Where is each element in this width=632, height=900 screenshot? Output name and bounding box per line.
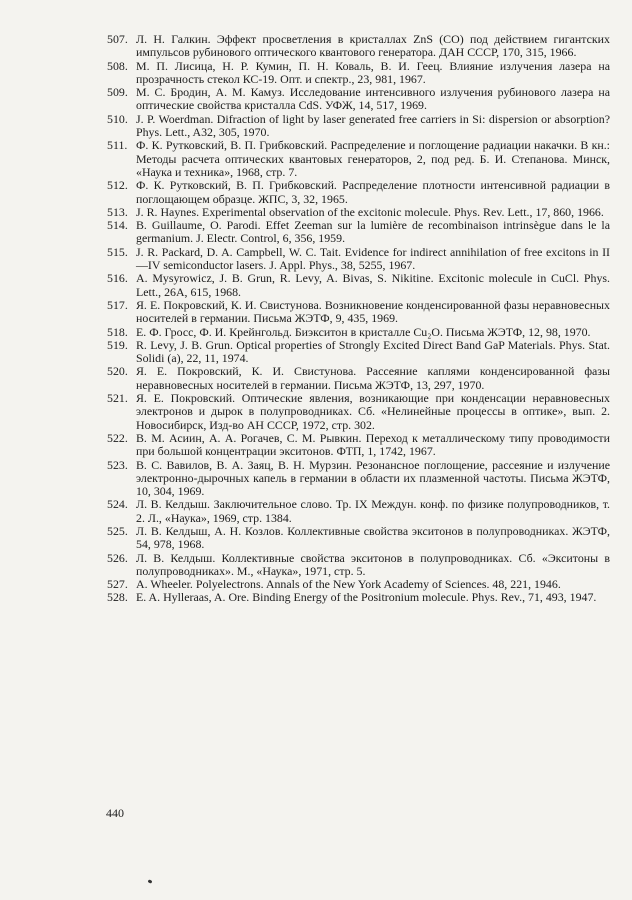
reference-text: J. P. Woerdman. Difraction of light by laser generated free carriers in Si: dispersion or absorption? Phys. Lett., A32, 305, 1970.	[136, 111, 610, 140]
reference-number: 522.	[107, 430, 128, 445]
reference-number: 510.	[107, 111, 128, 126]
reference-number: 511.	[107, 138, 128, 153]
reference-item	[107, 365, 610, 392]
reference-text: В. С. Вавилов, В. А. Заяц, В. Н. Мурзин. Резонансное поглощение, рассеяние и излучение электронно-дырочных капель в германии в области их плазменной частоты. Письма ЖЭТФ, 10, 304, 1969.	[136, 457, 610, 499]
reference-number: 514.	[107, 218, 128, 233]
reference-item	[107, 459, 610, 499]
reference-list	[107, 33, 610, 605]
reference-number: 508.	[107, 58, 128, 73]
reference-item	[107, 179, 610, 206]
reference-text: J. R. Haynes. Experimental observation of the excitonic molecule. Phys. Rev. Lett., 17, 860, 1966.	[136, 204, 604, 219]
reference-item	[107, 326, 610, 339]
reference-number: 524.	[107, 497, 128, 512]
ink-speck	[148, 879, 153, 883]
reference-number: 528.	[107, 590, 128, 605]
reference-number: 516.	[107, 271, 128, 286]
reference-item	[107, 246, 610, 273]
reference-item	[107, 432, 610, 459]
reference-text: В. М. Асиин, А. А. Рогачев, С. М. Рывкин. Переход к металлическому типу проводимости при большой концентрации экситонов. ФТП, 1, 1742, 1967.	[136, 430, 610, 459]
reference-item	[107, 272, 610, 299]
reference-item	[107, 113, 610, 140]
reference-item	[107, 60, 610, 87]
reference-item	[107, 299, 610, 326]
reference-item	[107, 498, 610, 525]
reference-item	[107, 552, 610, 579]
reference-item	[107, 339, 610, 366]
reference-number: 513.	[107, 204, 128, 219]
reference-text: Е. Ф. Гросс, Ф. И. Крейнгольд. Биэкситон в кристалле Cu₂O. Письма ЖЭТФ, 12, 98, 1970.	[136, 324, 591, 339]
reference-text: B. Guillaume, O. Parodi. Effet Zeeman sur la lumière de recombinaison intrinsègue dans le la germanium. J. Electr. Control, 6, 356, 1959.	[136, 218, 610, 246]
reference-text: Л. В. Келдыш. Коллективные свойства экситонов в полупроводниках. Сб. «Экситоны в полупроводниках». М., «Наука», 1971, стр. 5.	[136, 550, 610, 578]
reference-number: 519.	[107, 337, 128, 352]
reference-text: Л. Н. Галкин. Эффект просветления в кристаллах ZnS (СО) под действием гигантских импульсов рубинового оптического квантового генератора. ДАН СССР, 170, 315, 1966.	[136, 32, 610, 60]
reference-item	[107, 392, 610, 432]
reference-text: М. П. Лисица, Н. Р. Кумин, П. Н. Коваль, В. И. Геец. Влияние излучения лазера на прозрачность стекол КС-19. Опт. и спектр., 23, 981, 1967.	[136, 58, 610, 86]
reference-text: J. R. Packard, D. A. Campbell, W. C. Tait. Evidence for indirect annihilation of free excitons in II—IV semiconductor lasers. J. Appl. Phys., 38, 5255, 1967.	[136, 244, 610, 273]
reference-text: A. Wheeler. Polyelectrons. Annals of the New York Academy of Sciences. 48, 221, 1946.	[136, 577, 561, 592]
reference-number: 525.	[107, 523, 128, 538]
reference-text: М. С. Бродин, А. М. Камуз. Исследование интенсивного излучения рубинового лазера на оптические свойства кристалла CdS. УФЖ, 14, 517, 1969.	[136, 85, 610, 113]
reference-text: Я. Е. Покровский, К. И. Свистунова. Рассеяние каплями конденсированной фазы неравновесных носителей в германии. Письма ЖЭТФ, 13, 297, 1970.	[136, 364, 610, 392]
reference-item	[107, 591, 610, 604]
reference-item	[107, 139, 610, 179]
reference-item	[107, 206, 610, 219]
reference-text: Ф. К. Рутковский, В. П. Грибковский. Распределение плотности интенсивной радиации в поглощающем образце. ЖПС, 3, 32, 1965.	[136, 178, 610, 206]
reference-item	[107, 33, 610, 60]
reference-text: E. A. Hylleraas, A. Ore. Binding Energy of the Positronium molecule. Phys. Rev., 71, 493, 1947.	[136, 590, 597, 605]
reference-text: Л. В. Келдыш, А. Н. Козлов. Коллективные свойства экситонов в полупроводниках. ЖЭТФ, 54, 978, 1968.	[136, 523, 610, 552]
reference-number: 507.	[107, 32, 128, 46]
reference-number: 518.	[107, 324, 128, 339]
reference-text: Л. В. Келдыш. Заключительное слово. Тр. IX Междун. конф. по физике полупроводников, т. 2. Л., «Наука», 1969, стр. 1384.	[136, 497, 610, 525]
reference-item	[107, 525, 610, 552]
reference-item	[107, 578, 610, 591]
reference-number: 527.	[107, 577, 128, 592]
reference-number: 512.	[107, 178, 128, 193]
reference-number: 523.	[107, 457, 128, 472]
reference-item	[107, 86, 610, 113]
reference-number: 520.	[107, 364, 128, 379]
reference-text: Ф. К. Рутковский, В. П. Грибковский. Распределение и поглощение радиации накачки. В кн.: Методы расчета оптических квантовых генераторов, 2, под ред. Б. И. Степанова. Минск, «Наука и техника», 1968, стр. 7.	[136, 138, 610, 179]
reference-number: 515.	[107, 244, 128, 259]
reference-number: 521.	[107, 391, 128, 406]
reference-number: 517.	[107, 297, 128, 312]
reference-item	[107, 219, 610, 246]
page-number: 440	[106, 806, 124, 820]
reference-text: A. Mysyrowicz, J. B. Grun, R. Levy, A. Bivas, S. Nikitine. Excitonic molecule in CuCl. Phys. Lett., 26A, 615, 1968.	[136, 271, 610, 299]
reference-text: R. Levy, J. B. Grun. Optical properties of Strongly Excited Direct Band GaP Materials. Phys. Stat. Solidi (a), 22, 11, 1974.	[136, 337, 610, 366]
reference-number: 509.	[107, 85, 128, 100]
reference-text: Я. Е. Покровский, К. И. Свистунова. Возникновение конденсированной фазы неравновесных носителей в германии. Письма ЖЭТФ, 9, 435, 1969.	[136, 297, 610, 326]
reference-number: 526.	[107, 550, 128, 565]
reference-text: Я. Е. Покровский. Оптические явления, возникающие при конденсации неравновесных электронов и дырок в полупроводниках. Сб. «Нелинейные процессы в оптике», вып. 2. Новосибирск, Изд-во АН СССР, 1972, стр. 302.	[136, 391, 610, 432]
